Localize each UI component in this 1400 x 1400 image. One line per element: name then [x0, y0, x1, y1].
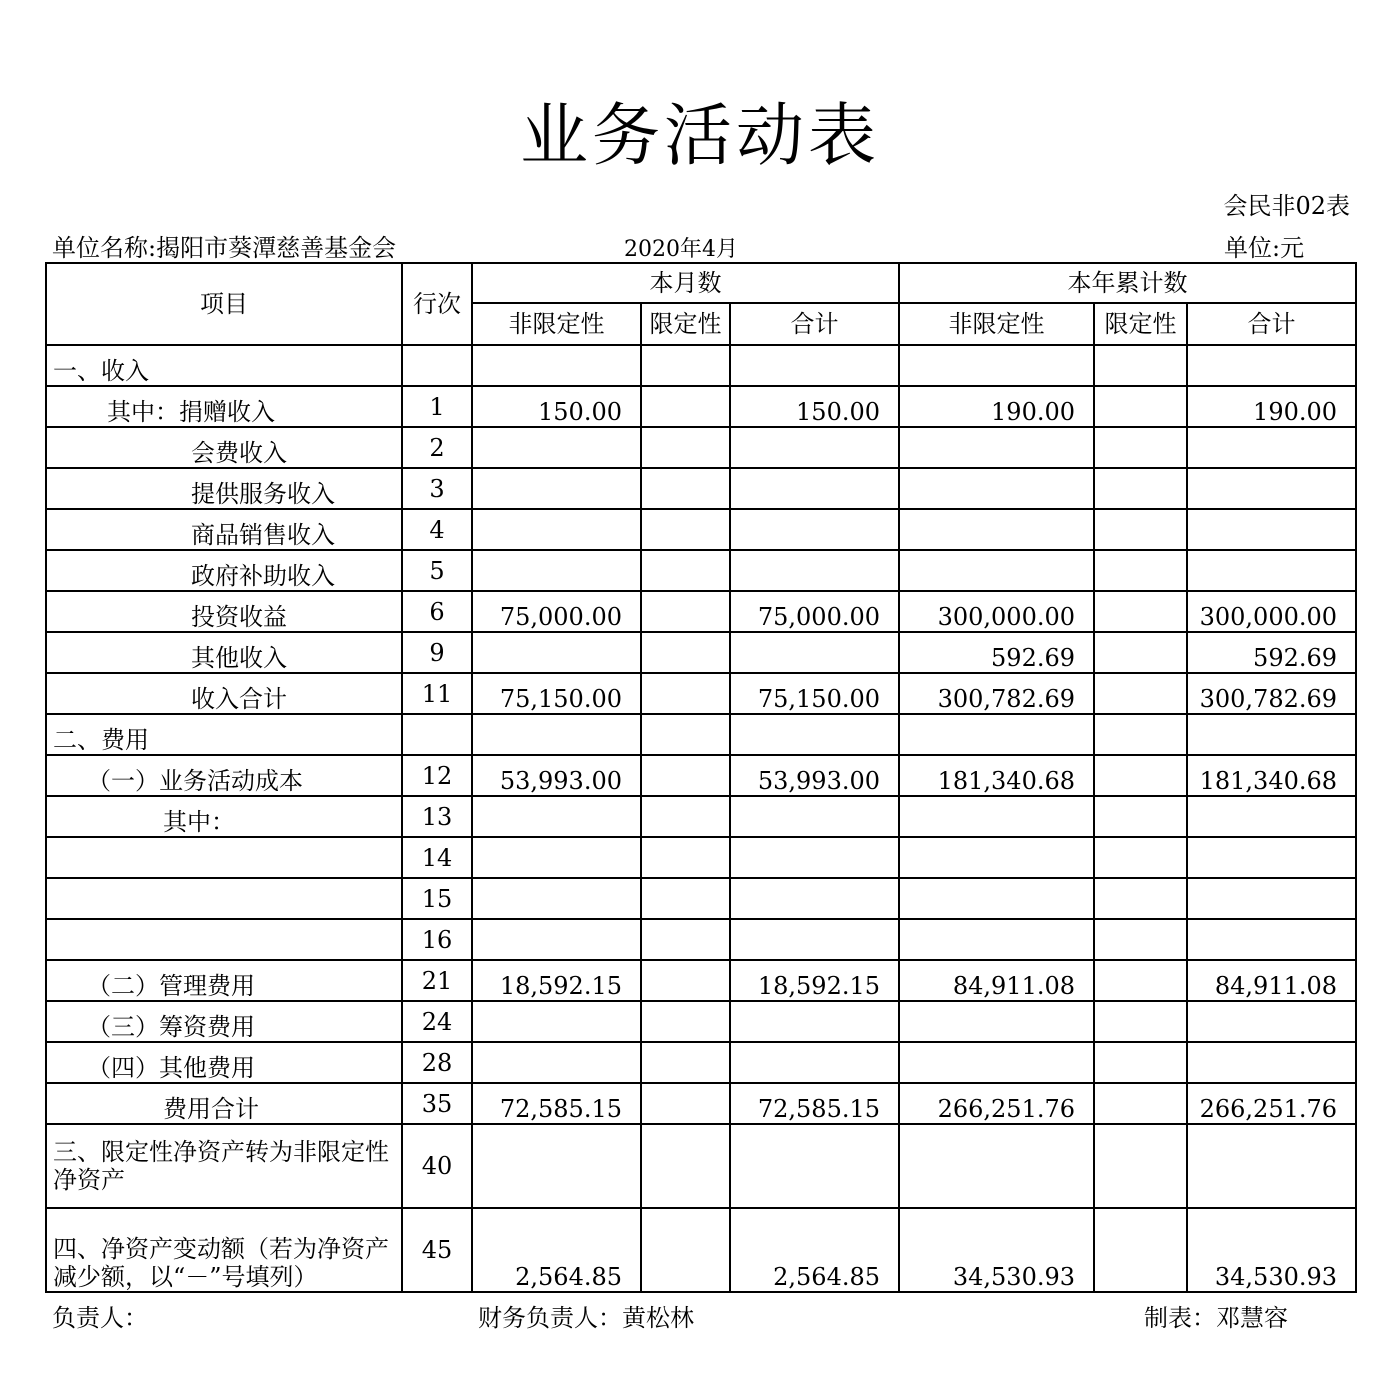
row-item: （一）业务活动成本	[46, 755, 402, 796]
header-month-unrestricted: 非限定性	[472, 303, 641, 345]
row-number: 1	[402, 386, 472, 427]
cell-y-tot	[1187, 837, 1356, 878]
cell-m-tot: 53,993.00	[730, 755, 899, 796]
cell-m-re	[641, 509, 730, 550]
cell-y-tot: 181,340.68	[1187, 755, 1356, 796]
row-number: 15	[402, 878, 472, 919]
cell-m-re	[641, 714, 730, 755]
header-month-total: 合计	[730, 303, 899, 345]
row-number: 16	[402, 919, 472, 960]
row-item: 收入合计	[46, 673, 402, 714]
cell-y-tot: 84,911.08	[1187, 960, 1356, 1001]
cell-y-un: 592.69	[899, 632, 1094, 673]
table-row	[46, 837, 1356, 878]
header-item: 项目	[46, 263, 402, 345]
cell-y-tot: 266,251.76	[1187, 1083, 1356, 1124]
cell-m-tot: 72,585.15	[730, 1083, 899, 1124]
row-number: 21	[402, 960, 472, 1001]
cell-m-tot: 18,592.15	[730, 960, 899, 1001]
cell-y-re	[1094, 755, 1187, 796]
cell-m-re	[641, 632, 730, 673]
cell-m-re	[641, 1124, 730, 1208]
cell-y-un: 266,251.76	[899, 1083, 1094, 1124]
row-item: 一、收入	[46, 345, 402, 386]
cell-y-re	[1094, 386, 1187, 427]
cell-y-tot	[1187, 714, 1356, 755]
page-title: 业务活动表	[519, 97, 880, 176]
row-item: （二）管理费用	[46, 960, 402, 1001]
cell-m-re	[641, 796, 730, 837]
cell-y-un	[899, 878, 1094, 919]
row-item: 提供服务收入	[46, 468, 402, 509]
cell-m-tot	[730, 345, 899, 386]
row-number: 11	[402, 673, 472, 714]
cell-m-re	[641, 673, 730, 714]
cell-m-re	[641, 386, 730, 427]
cell-m-re	[641, 919, 730, 960]
header-year-restricted: 限定性	[1094, 303, 1187, 345]
cell-y-re	[1094, 673, 1187, 714]
signature-head: 负责人：	[52, 1304, 148, 1332]
cell-y-un: 300,782.69	[899, 673, 1094, 714]
cell-y-tot	[1187, 468, 1356, 509]
cell-y-re	[1094, 1042, 1187, 1083]
cell-y-tot: 300,000.00	[1187, 591, 1356, 632]
row-item: 二、费用	[46, 714, 402, 755]
header-year-group: 本年累计数	[899, 263, 1356, 303]
cell-y-un: 181,340.68	[899, 755, 1094, 796]
cell-m-tot: 150.00	[730, 386, 899, 427]
cell-y-re	[1094, 960, 1187, 1001]
cell-m-tot	[730, 632, 899, 673]
cell-y-re	[1094, 468, 1187, 509]
cell-y-un	[899, 919, 1094, 960]
cell-y-tot	[1187, 1001, 1356, 1042]
table-row	[46, 919, 1356, 960]
cell-m-re	[641, 1042, 730, 1083]
cell-m-re	[641, 1208, 730, 1292]
header-year-total: 合计	[1187, 303, 1356, 345]
cell-y-un	[899, 550, 1094, 591]
header-row-1	[46, 263, 1356, 303]
header-year-unrestricted: 非限定性	[899, 303, 1094, 345]
cell-y-tot	[1187, 878, 1356, 919]
cell-y-re	[1094, 714, 1187, 755]
cell-y-un	[899, 509, 1094, 550]
cell-m-un	[472, 796, 641, 837]
table-row	[46, 468, 1356, 509]
cell-y-un	[899, 714, 1094, 755]
cell-m-tot	[730, 427, 899, 468]
row-item: 政府补助收入	[46, 550, 402, 591]
row-item: 三、限定性净资产转为非限定性净资产	[46, 1124, 402, 1208]
cell-m-un	[472, 837, 641, 878]
row-number: 13	[402, 796, 472, 837]
cell-m-tot	[730, 1042, 899, 1083]
unit-name: 单位名称:揭阳市葵潭慈善基金会	[52, 234, 397, 262]
row-number: 9	[402, 632, 472, 673]
table-row	[46, 1001, 1356, 1042]
cell-y-re	[1094, 1208, 1187, 1292]
cell-y-tot	[1187, 427, 1356, 468]
cell-m-un	[472, 1124, 641, 1208]
cell-m-tot	[730, 714, 899, 755]
table-row	[46, 632, 1356, 673]
header-row-no: 行次	[402, 263, 472, 345]
cell-m-un	[472, 550, 641, 591]
cell-m-un: 53,993.00	[472, 755, 641, 796]
cell-m-un	[472, 427, 641, 468]
cell-m-tot	[730, 837, 899, 878]
cell-m-tot: 2,564.85	[730, 1208, 899, 1292]
cell-m-un	[472, 714, 641, 755]
cell-y-tot	[1187, 345, 1356, 386]
cell-m-re	[641, 345, 730, 386]
row-number: 12	[402, 755, 472, 796]
cell-y-re	[1094, 632, 1187, 673]
table-row	[46, 1124, 1356, 1208]
table-row	[46, 1208, 1356, 1292]
row-number: 6	[402, 591, 472, 632]
table-row	[46, 796, 1356, 837]
cell-y-tot	[1187, 1124, 1356, 1208]
row-item: 四、净资产变动额（若为净资产减少额，以“－”号填列）	[46, 1208, 402, 1292]
activity-table	[45, 262, 1357, 1293]
cell-y-un	[899, 427, 1094, 468]
cell-y-tot: 190.00	[1187, 386, 1356, 427]
row-number: 4	[402, 509, 472, 550]
row-item	[46, 919, 402, 960]
table-row	[46, 878, 1356, 919]
cell-m-re	[641, 427, 730, 468]
cell-m-tot: 75,000.00	[730, 591, 899, 632]
cell-m-un	[472, 1001, 641, 1042]
cell-m-tot	[730, 878, 899, 919]
header-month-restricted: 限定性	[641, 303, 730, 345]
cell-y-un	[899, 1042, 1094, 1083]
signature-finance-head: 财务负责人：黄松林	[478, 1304, 694, 1332]
cell-m-un: 75,000.00	[472, 591, 641, 632]
cell-m-tot	[730, 796, 899, 837]
cell-m-un	[472, 632, 641, 673]
table-row	[46, 345, 1356, 386]
cell-m-un	[472, 1042, 641, 1083]
cell-m-tot	[730, 919, 899, 960]
cell-y-un: 34,530.93	[899, 1208, 1094, 1292]
cell-m-tot	[730, 1001, 899, 1042]
table-row	[46, 673, 1356, 714]
cell-y-tot: 300,782.69	[1187, 673, 1356, 714]
cell-y-un	[899, 796, 1094, 837]
table-row	[46, 509, 1356, 550]
row-number: 35	[402, 1083, 472, 1124]
cell-y-un	[899, 1001, 1094, 1042]
cell-y-tot	[1187, 919, 1356, 960]
table-row	[46, 591, 1356, 632]
cell-m-re	[641, 878, 730, 919]
cell-m-tot	[730, 1124, 899, 1208]
cell-m-un	[472, 919, 641, 960]
cell-m-un: 150.00	[472, 386, 641, 427]
cell-y-re	[1094, 509, 1187, 550]
cell-m-un	[472, 509, 641, 550]
cell-y-re	[1094, 1083, 1187, 1124]
cell-m-re	[641, 591, 730, 632]
cell-y-re	[1094, 919, 1187, 960]
cell-y-tot: 34,530.93	[1187, 1208, 1356, 1292]
table-row	[46, 1083, 1356, 1124]
row-item: 费用合计	[46, 1083, 402, 1124]
report-period: 2020年4月	[624, 237, 738, 262]
row-number: 40	[402, 1124, 472, 1208]
row-number: 3	[402, 468, 472, 509]
cell-y-re	[1094, 345, 1187, 386]
cell-y-un: 84,911.08	[899, 960, 1094, 1001]
cell-m-re	[641, 1001, 730, 1042]
cell-y-re	[1094, 1001, 1187, 1042]
row-item	[46, 837, 402, 878]
row-number: 24	[402, 1001, 472, 1042]
cell-y-un	[899, 837, 1094, 878]
cell-y-re	[1094, 427, 1187, 468]
cell-y-un: 190.00	[899, 386, 1094, 427]
row-number: 2	[402, 427, 472, 468]
cell-m-un: 18,592.15	[472, 960, 641, 1001]
table-row	[46, 386, 1356, 427]
cell-y-un	[899, 1124, 1094, 1208]
cell-y-re	[1094, 796, 1187, 837]
cell-y-tot	[1187, 796, 1356, 837]
cell-m-un	[472, 878, 641, 919]
row-item: 其他收入	[46, 632, 402, 673]
cell-y-re	[1094, 1124, 1187, 1208]
row-item	[46, 878, 402, 919]
row-item: （三）筹资费用	[46, 1001, 402, 1042]
cell-m-re	[641, 1083, 730, 1124]
cell-m-tot	[730, 550, 899, 591]
cell-m-tot: 75,150.00	[730, 673, 899, 714]
cell-m-tot	[730, 509, 899, 550]
table-row	[46, 427, 1356, 468]
row-number: 28	[402, 1042, 472, 1083]
cell-m-un	[472, 345, 641, 386]
cell-y-tot: 592.69	[1187, 632, 1356, 673]
table-row	[46, 960, 1356, 1001]
cell-y-tot	[1187, 550, 1356, 591]
cell-m-re	[641, 837, 730, 878]
header-month-group: 本月数	[472, 263, 899, 303]
cell-m-re	[641, 468, 730, 509]
form-number: 会民非02表	[1223, 192, 1350, 220]
cell-m-un: 75,150.00	[472, 673, 641, 714]
row-number: 5	[402, 550, 472, 591]
cell-y-tot	[1187, 509, 1356, 550]
row-item: 其中：捐赠收入	[46, 386, 402, 427]
currency-unit: 单位:元	[1224, 234, 1305, 262]
cell-y-tot	[1187, 1042, 1356, 1083]
cell-m-tot	[730, 468, 899, 509]
row-item: 商品销售收入	[46, 509, 402, 550]
cell-y-re	[1094, 837, 1187, 878]
table-row	[46, 755, 1356, 796]
row-item: 会费收入	[46, 427, 402, 468]
table-row	[46, 550, 1356, 591]
cell-y-re	[1094, 878, 1187, 919]
row-number	[402, 714, 472, 755]
cell-m-un: 72,585.15	[472, 1083, 641, 1124]
cell-m-re	[641, 960, 730, 1001]
cell-m-re	[641, 755, 730, 796]
signature-preparer: 制表：邓慧容	[1144, 1304, 1288, 1332]
cell-y-un	[899, 345, 1094, 386]
table-row	[46, 1042, 1356, 1083]
cell-y-un: 300,000.00	[899, 591, 1094, 632]
cell-m-un	[472, 468, 641, 509]
table-row	[46, 714, 1356, 755]
row-item: 其中：	[46, 796, 402, 837]
cell-y-un	[899, 468, 1094, 509]
row-number: 14	[402, 837, 472, 878]
cell-m-re	[641, 550, 730, 591]
row-item: （四）其他费用	[46, 1042, 402, 1083]
cell-y-re	[1094, 550, 1187, 591]
cell-y-re	[1094, 591, 1187, 632]
cell-m-un: 2,564.85	[472, 1208, 641, 1292]
row-number	[402, 345, 472, 386]
row-item: 投资收益	[46, 591, 402, 632]
row-number: 45	[402, 1208, 472, 1292]
